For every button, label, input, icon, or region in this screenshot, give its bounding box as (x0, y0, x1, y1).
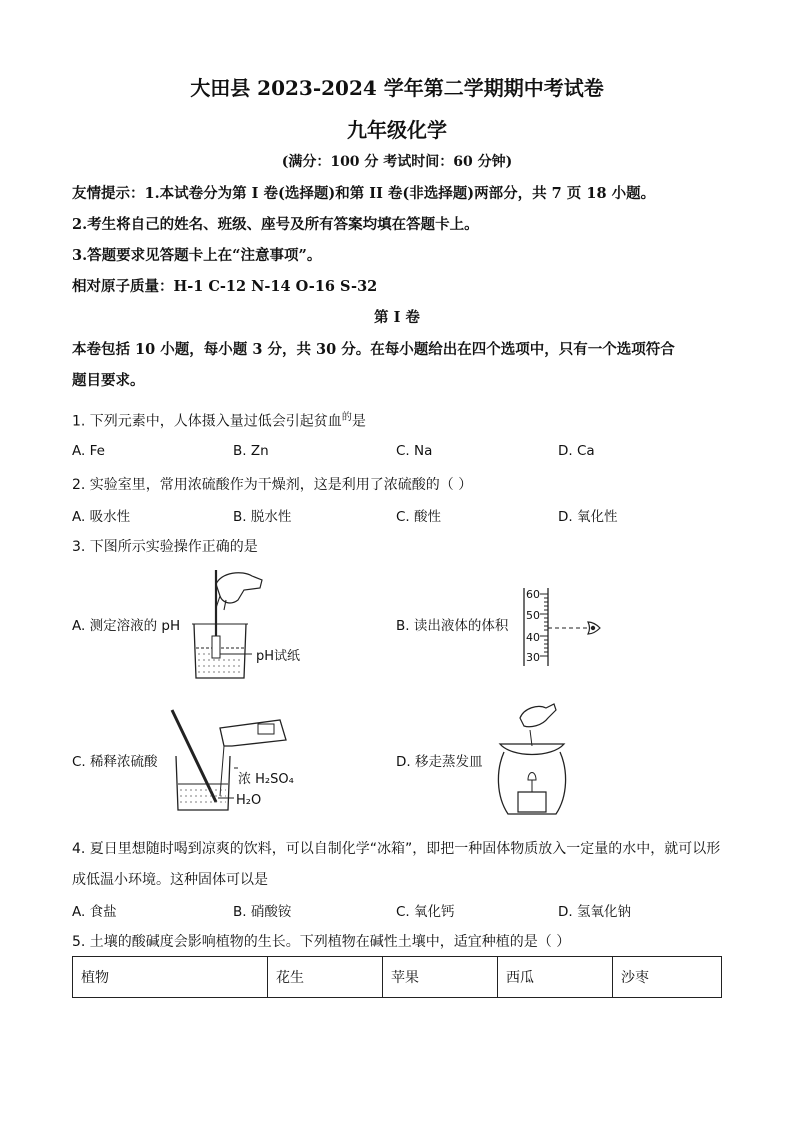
tick-label-30: 30 (526, 651, 540, 664)
q3-option-c[interactable]: C. 稀释浓硫酸 (72, 754, 158, 770)
dilution-figure (168, 706, 298, 814)
evaporating-dish-figure (490, 700, 574, 818)
q2-option-d[interactable]: D. 氧化性 (558, 509, 618, 525)
acid-label: 浓 H₂SO₄ (238, 772, 294, 787)
plants-table (72, 956, 722, 998)
alcohol-lamp (518, 792, 546, 812)
table-cell-watermelon: 西瓜 (498, 957, 613, 998)
q4-option-c[interactable]: C. 氧化钙 (396, 904, 455, 920)
glass-rod (172, 710, 216, 802)
acid-bottle (220, 720, 286, 746)
question-4-stem-2: 成低温小环境。这种固体可以是 (72, 872, 268, 888)
notes-line-1: 友情提示：1.本试卷分为第 I 卷(选择题)和第 II 卷(非选择题)两部分，共 7 页 18 小题。 (72, 185, 656, 202)
table-cell-plant-header: 植物 (73, 957, 268, 998)
table-row (73, 957, 722, 998)
q1-option-b[interactable]: B. Zn (233, 443, 269, 459)
notes-line-2: 2.考生将自己的姓名、班级、座号及所有答案均填在答题卡上。 (72, 216, 479, 233)
ph-test-figure (186, 566, 316, 684)
notes-line-3: 3.答题要求见答题卡上在“注意事项”。 (72, 247, 322, 264)
question-4-stem-1: 4. 夏日里想随时喝到凉爽的饮料，可以自制化学“冰箱”，即把一种固体物质放入一定量的水中，就可以形 (72, 841, 721, 857)
table-cell-peanut: 花生 (268, 957, 383, 998)
table-cell-apple: 苹果 (383, 957, 498, 998)
question-1-stem (72, 408, 366, 431)
tick-label-40: 40 (526, 631, 540, 644)
part-heading: 第 I 卷 (374, 309, 420, 326)
q1-option-c[interactable]: C. Na (396, 443, 433, 459)
part-instruction-2: 题目要求。 (72, 372, 145, 389)
question-1-sup: 的 (341, 412, 352, 423)
hand-icon (216, 573, 262, 603)
tick-label-50: 50 (526, 609, 540, 622)
q2-option-c[interactable]: C. 酸性 (396, 509, 442, 525)
tick-label-60: 60 (526, 588, 540, 601)
q1-option-a[interactable]: A. Fe (72, 443, 105, 459)
cylinder-reading-figure (522, 586, 606, 668)
exam-title: 大田县 2023-2024 学年第二学期期中考试卷 (190, 76, 604, 100)
question-3-stem: 3. 下图所示实验操作正确的是 (72, 539, 258, 555)
question-1-text-end: 是 (351, 413, 366, 430)
q2-option-b[interactable]: B. 脱水性 (233, 509, 292, 525)
part-instruction-1: 本卷包括 10 小题，每小题 3 分，共 30 分。在每小题给出在四个选项中，只有一个选项符合 (72, 341, 675, 358)
hand-icon (520, 704, 556, 727)
q4-option-a[interactable]: A. 食盐 (72, 904, 117, 920)
ph-paper (212, 636, 220, 658)
table-cell-oleaster: 沙枣 (613, 957, 722, 998)
q3-option-a[interactable]: A. 测定溶液的 pH (72, 618, 181, 634)
q2-option-a[interactable]: A. 吸水性 (72, 509, 131, 525)
question-2-stem: 2. 实验室里，常用浓硫酸作为干燥剂，这是利用了浓硫酸的（ ） (72, 477, 473, 493)
flame-icon (528, 773, 536, 781)
question-1-text: 1. 下列元素中，人体摄入量过低会引起贫血 (72, 413, 342, 430)
q4-option-b[interactable]: B. 硝酸铵 (233, 904, 292, 920)
q3-option-b[interactable]: B. 读出液体的体积 (396, 618, 509, 634)
exam-meta: (满分：100 分 考试时间：60 分钟) (281, 154, 513, 170)
atomic-mass-line: 相对原子质量：H-1 C-12 N-14 O-16 S-32 (72, 278, 378, 295)
q4-option-d[interactable]: D. 氢氧化钠 (558, 904, 631, 920)
ph-paper-label: pH试纸 (256, 649, 301, 664)
q1-option-d[interactable]: D. Ca (558, 443, 595, 459)
q3-option-d[interactable]: D. 移走蒸发皿 (396, 754, 483, 770)
subject-title: 九年级化学 (347, 118, 447, 142)
water-label: H₂O (236, 793, 262, 808)
question-5-stem: 5. 土壤的酸碱度会影响植物的生长。下列植物在碱性土壤中，适宜种植的是（ ） (72, 934, 571, 950)
